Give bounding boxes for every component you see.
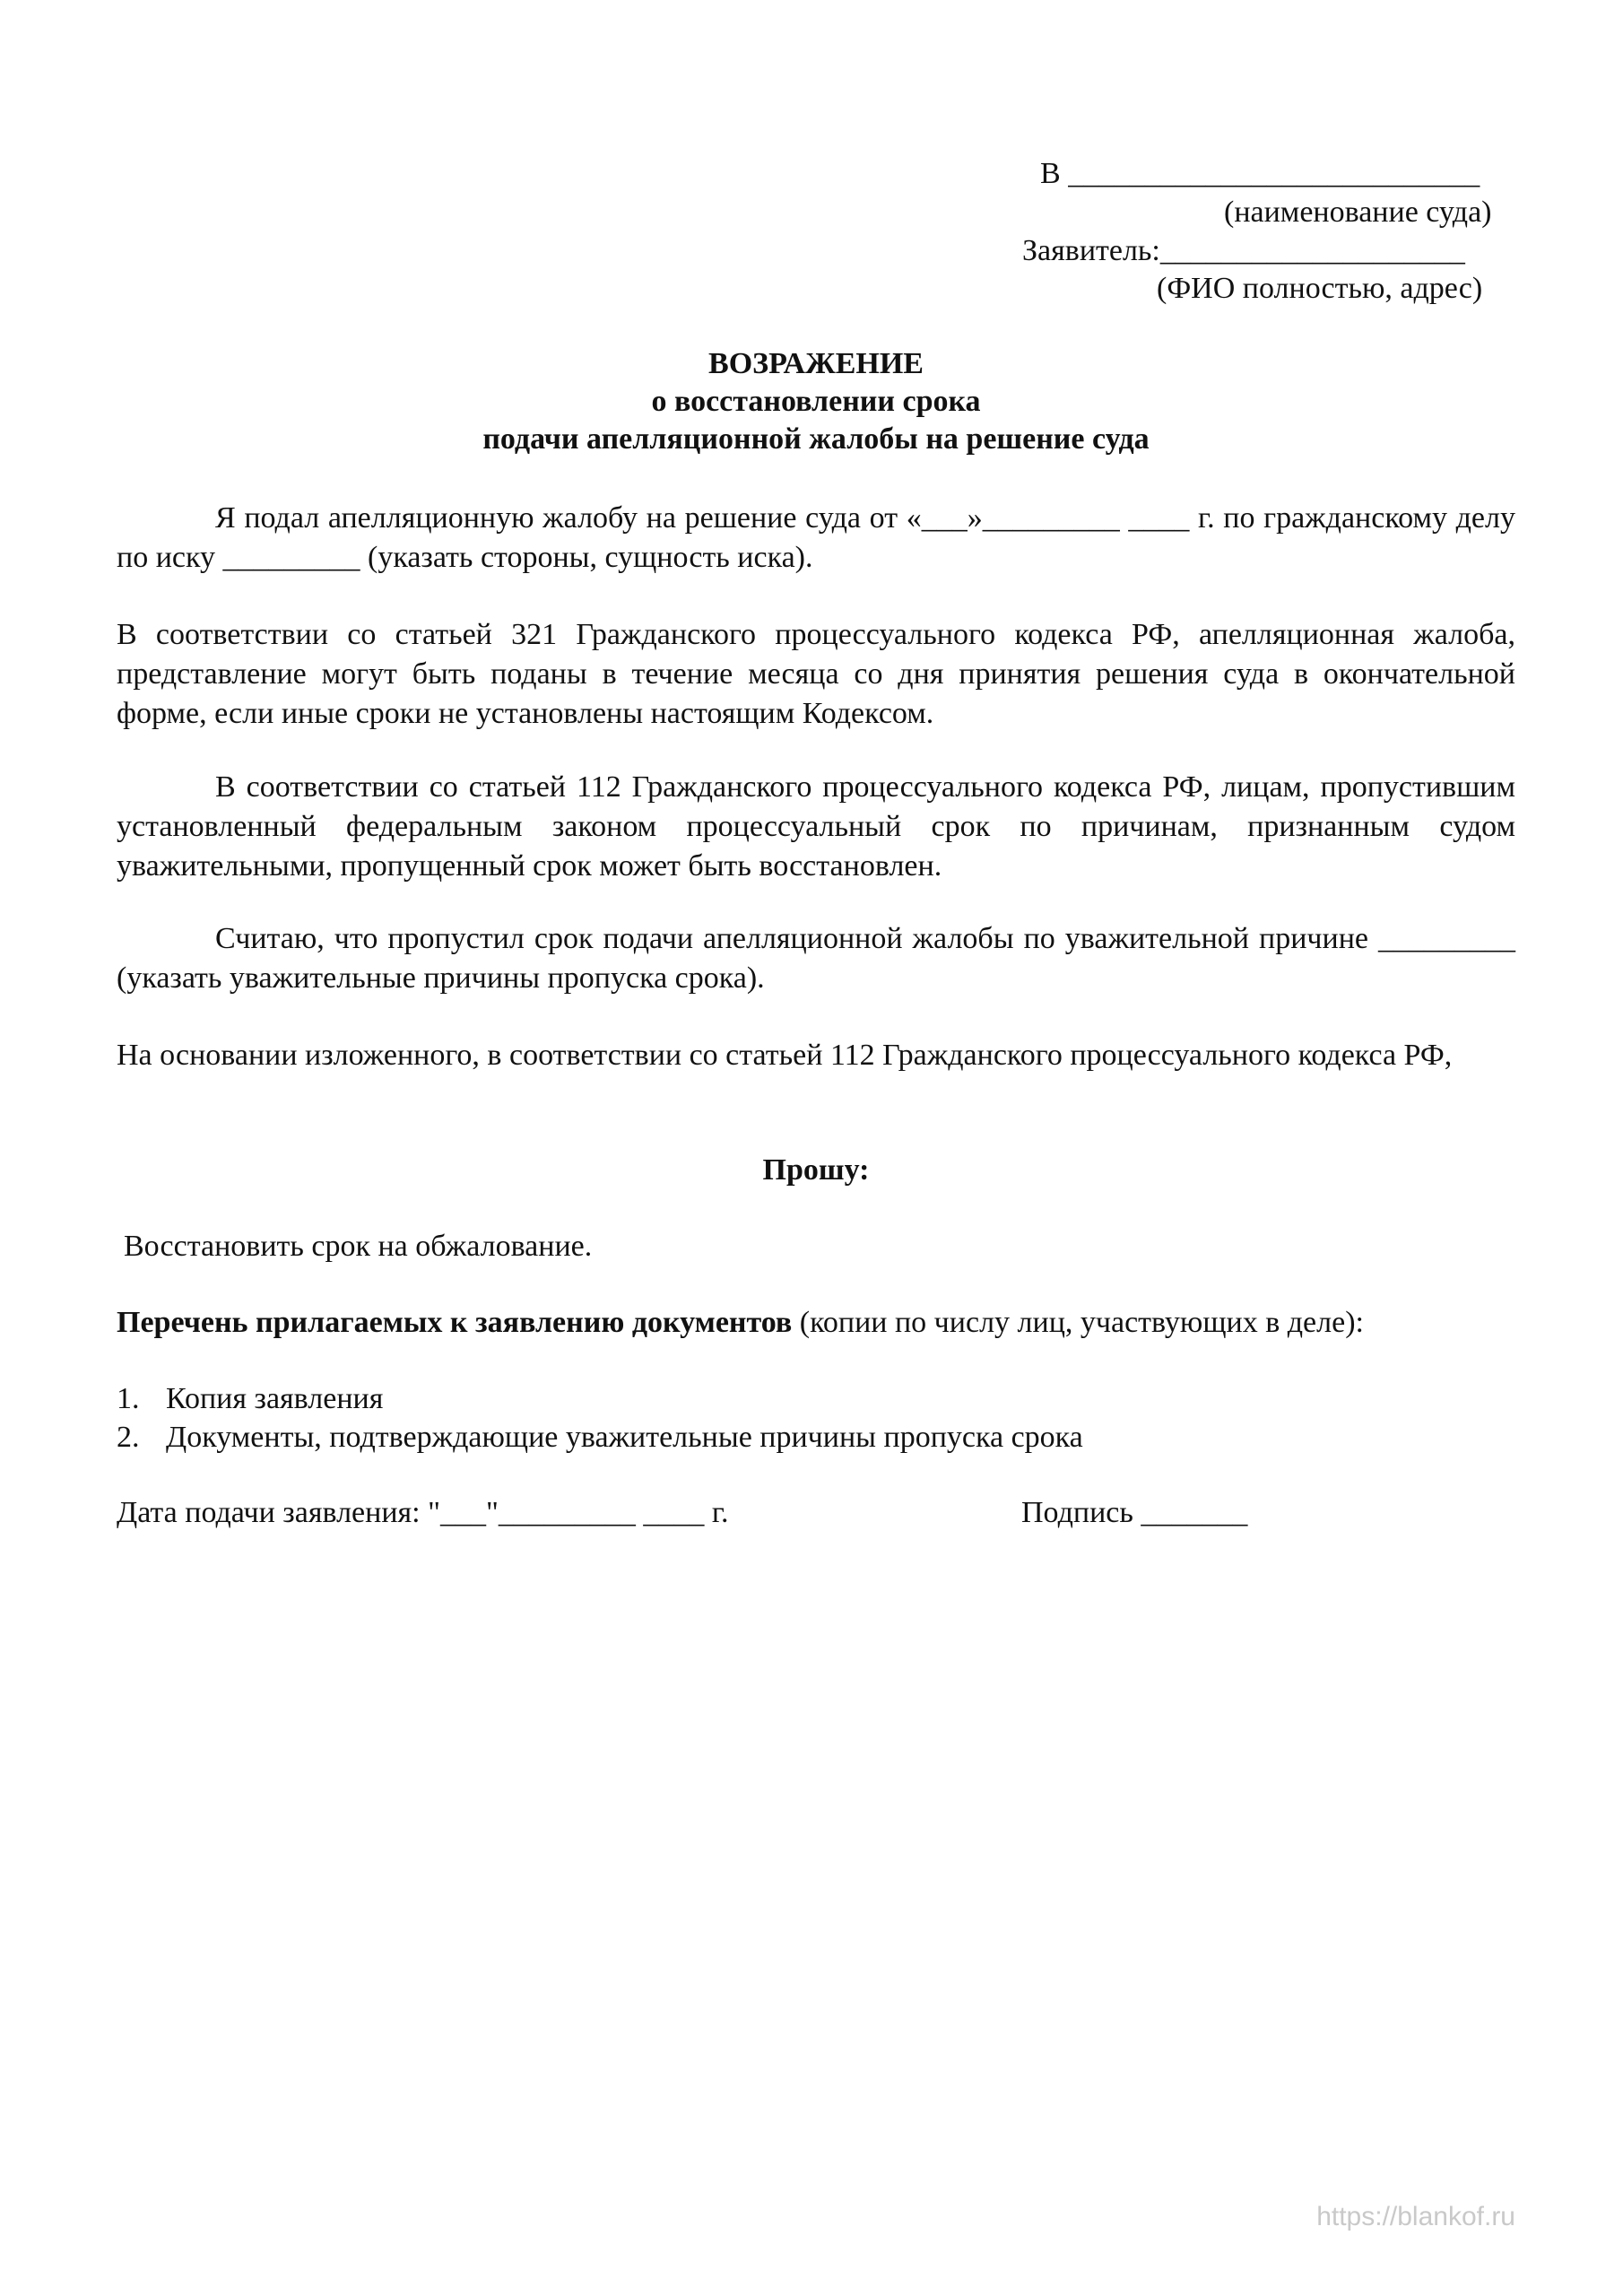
applicant-blank: ____________________	[1159, 234, 1465, 267]
list-item-number: 2.	[117, 1421, 140, 1454]
paragraph-5: На основании изложенного, в соответствии со статьей 112 Гражданского процессуального кодекса РФ,	[117, 1039, 1453, 1072]
applicant-label: Заявитель:	[1022, 234, 1160, 267]
applicant-line	[1022, 231, 1465, 271]
court-blank: ___________________________	[1068, 157, 1480, 190]
watermark-url: https://blankof.ru	[1316, 2202, 1515, 2231]
list-item-number: 1.	[117, 1382, 140, 1415]
attachments-heading-rest: (копии по числу лиц, участвующих в деле):	[792, 1306, 1364, 1339]
document-title	[117, 345, 1515, 458]
list-item	[117, 1379, 383, 1419]
list-item-text: Документы, подтверждающие уважительные причины пропуска срока	[166, 1421, 1083, 1454]
signature-row	[117, 1493, 1515, 1533]
request-heading: Прошу:	[762, 1153, 870, 1187]
list-item-text: Копия заявления	[166, 1382, 384, 1415]
paragraph-2: В соответствии со статьей 321 Гражданского процессуального кодекса РФ, апелляционная жалоба, представление могут быть поданы в течение месяца со дня принятия решения суда в окончательной форме, если иные сроки не установлены настоящим Кодексом.	[117, 618, 1515, 730]
paragraph-3: В соответствии со статьей 112 Гражданского процессуального кодекса РФ, лицам, пропустившим установленный федеральным законом процессуальный срок по причинам, признанным судом уважительными, пропущенный срок может быть восстановлен.	[117, 770, 1515, 883]
attachments-heading	[117, 1303, 1515, 1343]
court-caption: (наименование суда)	[1224, 196, 1492, 229]
request-text: Восстановить срок на обжалование.	[124, 1230, 593, 1263]
applicant-caption: (ФИО полностью, адрес)	[1157, 272, 1483, 305]
court-line	[1040, 154, 1480, 194]
date-label: Дата подачи заявления: "___"_________ ____ г.	[117, 1496, 729, 1529]
attachments-heading-bold: Перечень прилагаемых к заявлению документов	[117, 1306, 793, 1339]
paragraph-4: Считаю, что пропустил срок подачи апелляционной жалобы по уважительной причине _________ (указать уважительные причины пропуска срока).	[117, 922, 1515, 995]
signature-label: Подпись _______	[1021, 1496, 1248, 1529]
paragraph-1: Я подал апелляционную жалобу на решение суда от «___»_________ ____ г. по гражданскому делу по иску _________ (указать стороны, сущность иска).	[117, 501, 1515, 574]
title-line-2: о восстановлении срока	[651, 385, 981, 418]
court-prefix: В	[1040, 157, 1061, 190]
title-line-1: ВОЗРАЖЕНИЕ	[708, 347, 924, 380]
list-item	[117, 1418, 1083, 1457]
title-line-3: подачи апелляционной жалобы на решение суда	[482, 422, 1150, 456]
